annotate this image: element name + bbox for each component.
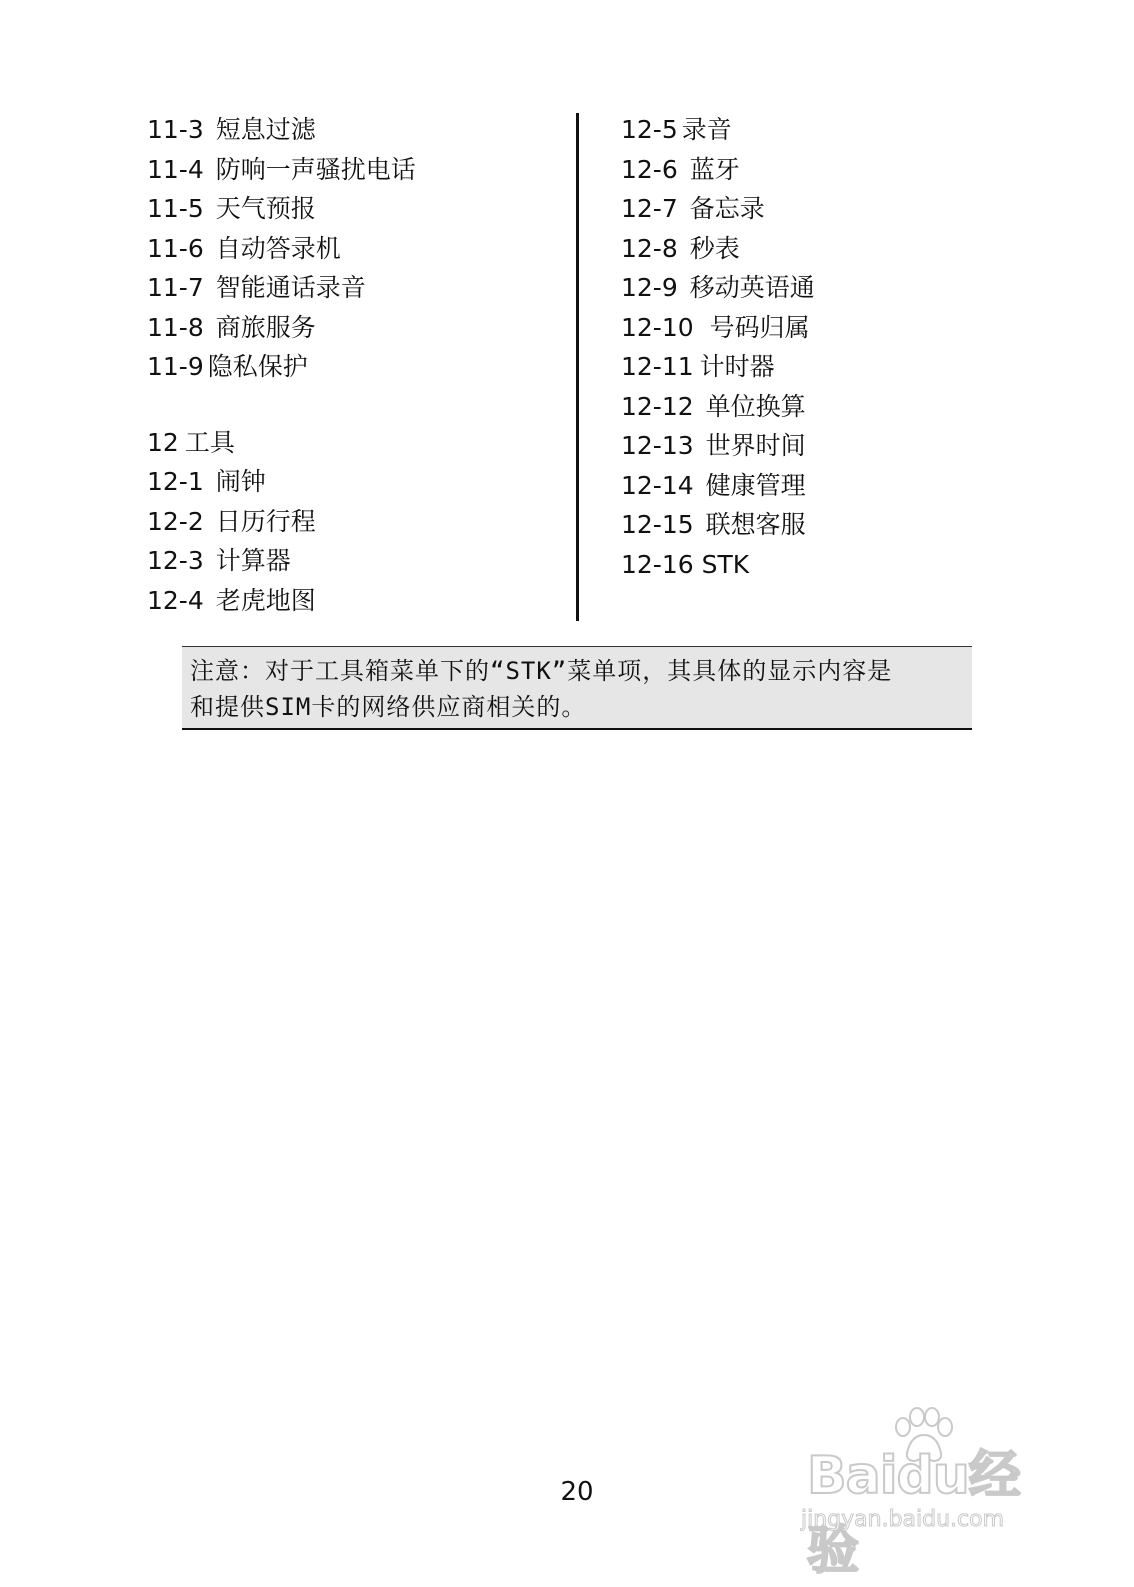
entry-number: 11-8 [147,312,204,342]
entry-label: 闹钟 [215,467,266,496]
entry-label: 计时器 [699,352,775,381]
entry-number: 12-10 [621,312,694,342]
entry-label: 蓝牙 [689,154,740,184]
menu-entry-11-4 [147,150,557,190]
entry-label: 录音 [681,115,732,144]
menu-entry-11-5 [147,189,557,229]
menu-entry-12-7 [621,189,1021,229]
note-box [182,646,972,730]
entry-label: 单位换算 [705,391,806,421]
section-heading-tools [147,423,557,463]
column-divider [576,113,579,621]
entry-label: 世界时间 [705,431,806,460]
entry-number: 12-16 [621,549,694,579]
entry-label: 天气预报 [215,194,316,223]
watermark-logo-text: Baidu经验 [807,1446,1020,1581]
entry-number: 12-6 [621,154,678,184]
menu-entry-12-6 [621,150,1021,190]
entry-label: 移动英语通 [689,273,815,302]
section-label: 工具 [184,427,235,457]
menu-entry-12-8 [621,229,1021,269]
menu-entry-11-7 [147,268,557,308]
entry-number: 11-4 [147,154,204,184]
menu-entry-12-16 [621,545,1021,585]
entry-label: 智能通话录音 [215,273,366,302]
entry-number: 11-5 [147,194,204,223]
menu-entry-12-14 [621,466,1021,506]
menu-entry-12-10 [621,308,1021,348]
menu-entry-11-3 [147,110,557,150]
menu-entry-11-6 [147,229,557,269]
menu-entry-12-2 [147,502,557,542]
entry-label: STK [701,549,750,579]
entry-label: 日历行程 [215,506,316,536]
note-line-1: 注意：对于工具箱菜单下的“STK”菜单项，其具体的显示内容是 [190,657,893,685]
entry-label: 联想客服 [705,510,806,539]
section-gap [147,387,557,423]
entry-number: 12-3 [147,546,204,575]
entry-label: 短息过滤 [215,115,316,144]
menu-entry-12-15 [621,505,1021,545]
entry-number: 12-8 [621,233,678,263]
entry-number: 12-11 [621,352,694,381]
entry-number: 12-9 [621,273,678,302]
entry-label: 秒表 [689,233,740,263]
entry-label: 防响一声骚扰电话 [215,154,416,184]
left-column [147,110,557,620]
right-column [621,110,1021,584]
entry-label: 商旅服务 [215,312,316,342]
entry-label: 号码归属 [709,312,810,342]
entry-number: 12-4 [147,585,204,615]
entry-number: 12-15 [621,510,694,539]
menu-entry-12-13 [621,426,1021,466]
menu-entry-12-5 [621,110,1021,150]
menu-entry-12-9 [621,268,1021,308]
note-line-2: 和提供SIM卡的网络供应商相关的。 [190,693,587,721]
entry-number: 12-1 [147,467,204,496]
menu-entry-11-9 [147,347,557,387]
entry-number: 12-2 [147,506,204,536]
menu-entry-11-8 [147,308,557,348]
page-number: 20 [560,1477,594,1507]
watermark-url-text: jingyan.baidu.com [801,1507,1005,1532]
menu-entry-12-4 [147,581,557,621]
menu-entry-12-12 [621,387,1021,427]
entry-number: 12-5 [621,115,678,144]
entry-number: 11-9 [147,352,204,381]
entry-label: 老虎地图 [215,585,316,615]
section-number: 12 [147,427,179,457]
entry-label: 计算器 [215,546,291,575]
entry-label: 健康管理 [705,470,806,500]
entry-label: 备忘录 [689,194,765,223]
entry-number: 12-12 [621,391,694,421]
entry-number: 11-7 [147,273,204,302]
entry-number: 12-13 [621,431,694,460]
menu-entry-12-1 [147,462,557,502]
entry-label: 自动答录机 [215,233,341,263]
entry-number: 11-6 [147,233,204,263]
entry-number: 12-7 [621,194,678,223]
entry-label: 隐私保护 [207,352,308,381]
menu-entry-12-3 [147,541,557,581]
entry-number: 12-14 [621,470,694,500]
baidu-jingyan-watermark [795,1405,1055,1581]
menu-entry-12-11 [621,347,1021,387]
entry-number: 11-3 [147,115,204,144]
